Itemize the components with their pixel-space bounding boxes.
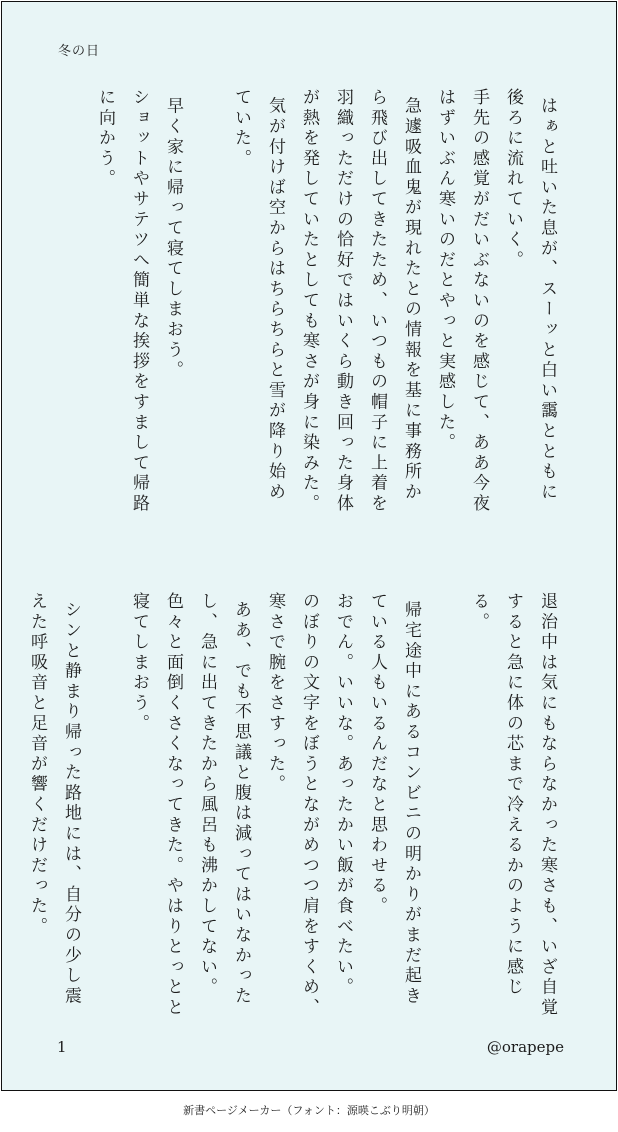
paragraph: 急遽吸血鬼が現れたとの情報を基に事務所から飛び出してきたため、いつもの帽子に上着を羽織っただけの恰好ではいくら動き回った身体が熱を発していたとしても寒さが身に染みた。 (299, 88, 421, 515)
paragraph: 早く家に帰って寝てしまおう。 (163, 88, 183, 381)
paragraph: はぁと吐いた息が、スーッと白い靄とともに後ろに流れていく。 (503, 88, 557, 503)
paragraph: 帰宅途中にあるコンビニの明かりがまだ起きている人もいるんだなと思わせる。 (367, 592, 421, 1007)
upper-text-block (94, 88, 564, 518)
paragraph: シンと静まり帰った路地には、自分の少し震えた呼吸音と足音が響くだけだった。 (27, 592, 81, 1007)
blank-line (88, 592, 122, 1022)
author-handle: @orapepe (486, 1038, 564, 1056)
blank-line (190, 88, 224, 518)
paragraph: ああ、でも不思議と腹は減ってはいなかったし、急に出てきたから風呂も沸かしてない。 (197, 592, 251, 1007)
paragraph: 気が付けば空からはちらちらと雪が降り始めていた。 (231, 88, 285, 503)
paragraph: ショットやサテツへ簡単な挨拶をすまして帰路に向かう。 (95, 88, 149, 515)
manuscript-page (1, 1, 617, 1091)
blank-line (428, 592, 462, 1022)
lower-text-block (27, 592, 564, 1022)
generator-credit: 新書ページメーカー（フォント：源暎こぶり明朝） (183, 1104, 435, 1117)
page-number: 1 (57, 1038, 67, 1056)
story-title: 冬の日 (58, 44, 101, 59)
paragraph: 色々と面倒くさくなってきた。やはりとっとと寝てしまおう。 (129, 592, 183, 1019)
paragraph: 手先の感覚がだいぶないのを感じて、ああ今夜はずいぶん寒いのだとやっと実感した。 (435, 88, 489, 515)
paragraph: おでん。いいな。あったかい飯が食べたい。 (333, 592, 353, 998)
paragraph: のぼりの文字をぼうとながめつつ肩をすくめ、寒さで腕をさすった。 (265, 592, 319, 1019)
paragraph: 退治中は気にもならなかった寒さも、いざ自覚すると急に体の芯まで冷えるかのように感じる。 (469, 592, 557, 1019)
